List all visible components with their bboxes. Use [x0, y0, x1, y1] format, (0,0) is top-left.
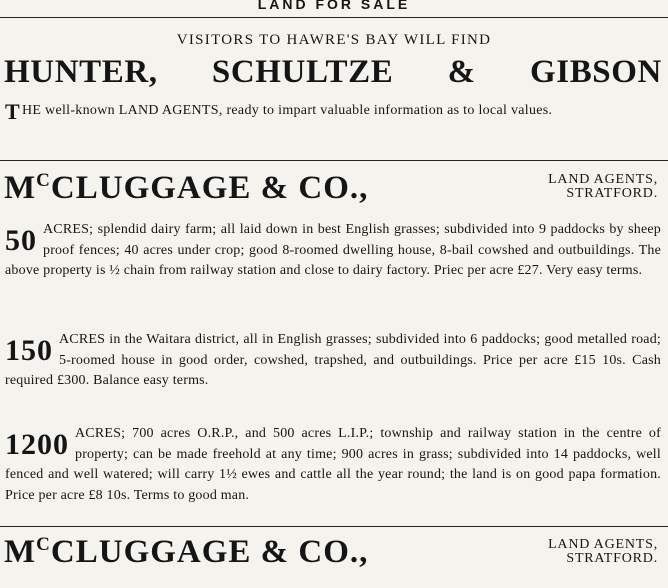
firm-rest: CLUGGAGE & CO., — [50, 534, 369, 570]
acreage-number: 50 — [5, 224, 37, 257]
mccluggage-firm-name — [4, 534, 368, 571]
firm-word: & — [447, 54, 476, 90]
firm-rest: CLUGGAGE & CO., — [50, 170, 369, 206]
listing-text: ACRES; splendid dairy farm; all laid down in best English grasses; subdivided into 9 paddocks by sheep proof fences; 40 acres under crop; good 8-roomed dwelling house, 8-bail cowshed and outbuildings. The above property is ½ chain from railway station and close to dairy factory. Priec per acre £27. Very easy terms. — [5, 222, 661, 278]
acreage-number: 150 — [5, 334, 53, 367]
firm-word: SCHULTZE — [211, 54, 394, 90]
mccluggage-address — [548, 173, 658, 201]
firm-word: GIBSON — [529, 54, 662, 90]
address-line: LAND AGENTS, — [548, 537, 658, 552]
listing-150-acres — [5, 330, 661, 392]
mccluggage-address — [548, 538, 658, 566]
listing-text: ACRES in the Waitara district, all in English grasses; subdivided into 6 paddocks; good metalled road; 5-roomed house in good order, cowshed, trapshed, and outbuildings. Price per acre £15 10s. Cash required £300. Balance easy terms. — [5, 332, 661, 388]
hsg-text: HE well-known LAND AGENTS, ready to impart valuable information as to local values. — [21, 103, 553, 118]
firm-prefix: M — [4, 170, 37, 206]
acreage-number: 1200 — [5, 428, 69, 461]
listing-1200-acres — [5, 424, 661, 506]
drop-cap: T — [5, 99, 20, 124]
hsg-headline: VISITORS TO HAWRE'S BAY WILL FIND — [176, 32, 492, 48]
address-line: STRATFORD. — [566, 551, 658, 566]
hsg-firm-name — [4, 54, 668, 91]
listing-text: ACRES; 700 acres O.R.P., and 500 acres L.I.P.; township and railway station in the centre of property; can be made freehold at any time; 900 acres in grass; subdivided into 14 paddocks, well fenced and well watered; will carry 1½ ewes and cattle all the year round; the land is on good papa formation. Price per acre £8 10s. Terms to good man. — [5, 426, 661, 503]
hsg-description — [5, 100, 660, 124]
divider-rule — [0, 526, 668, 527]
firm-superscript: C — [36, 170, 51, 191]
address-line: STRATFORD. — [566, 186, 658, 201]
divider-rule — [0, 160, 668, 161]
top-rule — [0, 17, 668, 18]
mccluggage-firm-name — [4, 170, 368, 207]
listing-50-acres — [5, 220, 661, 282]
firm-prefix: M — [4, 534, 37, 570]
address-line: LAND AGENTS, — [548, 172, 658, 187]
firm-word: HUNTER, — [4, 54, 158, 90]
firm-superscript: C — [36, 534, 51, 555]
section-heading: LAND FOR SALE — [257, 0, 411, 12]
